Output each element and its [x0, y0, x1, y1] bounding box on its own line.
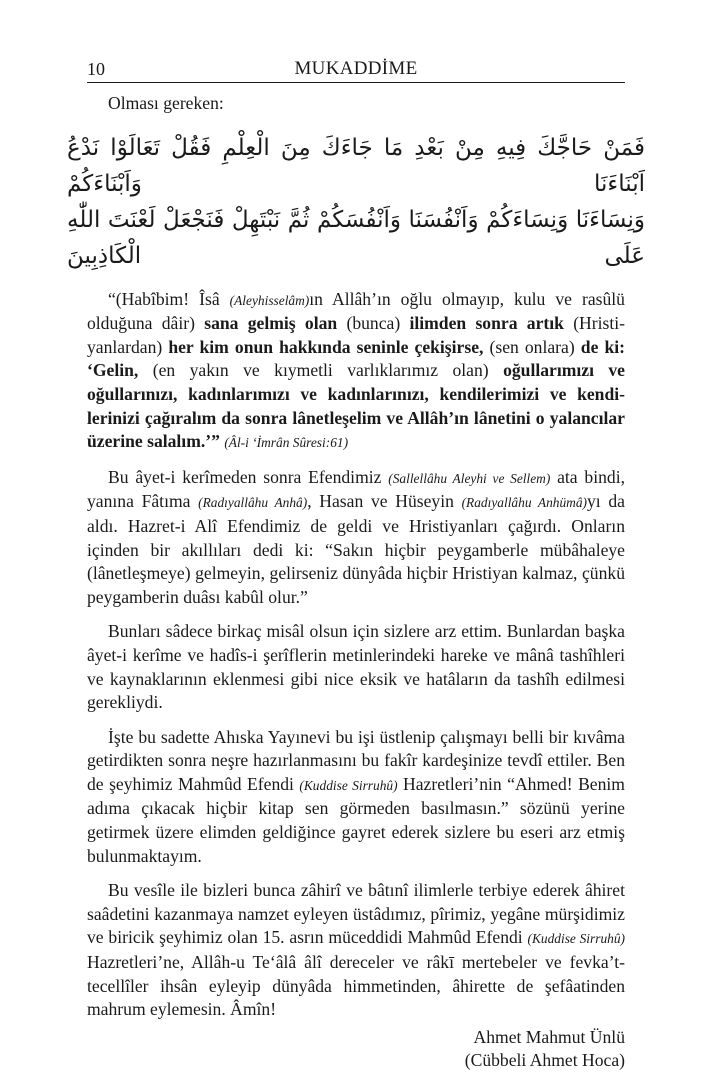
paragraph-text: , Hasan ve Hüseyin: [307, 491, 462, 512]
honorific: (Kuddise Sirruhû): [299, 777, 398, 793]
honorific: (Radıyallâhu Anhümâ): [461, 495, 587, 511]
page-body: [67, 92, 645, 1022]
paragraph-text: Hazretleri’ne, Allâh-u Te‘âlâ âlî dereceler ve râkī mertebeler ve fevka’t-tecellîler ihsân eyleyip dünyâda himmetinden, âhirette de şefâatinden mahrum eylemesin. Âmîn!: [87, 952, 625, 1020]
quote-text: ın Allâh’ın oğlu olmayıp, kulu ve rasûlü olduğuna dâir): [87, 288, 625, 334]
quote-text: “(Habîbim! Îsâ: [108, 288, 230, 309]
verse-translation: [87, 288, 625, 455]
running-header: [87, 58, 625, 83]
quote-bold-text: ilimden sonra artık: [409, 313, 574, 334]
signature-block: [87, 1026, 625, 1073]
page-number: 10: [87, 59, 105, 79]
paragraph-examples: Bunları sâdece birkaç misâl olsun için sizlere arz ettim. Bunlardan başka âyet-i kerîme ve hadîs-i şerîflerin metinlerindeki hareke ve mânâ tashîhleri ve kaynaklarının eklenmesi gibi nice eksik ve hatâların da tashîh edilmesi gerekliydi.: [87, 621, 625, 713]
honorific: (Kuddise Sirruhû): [527, 931, 625, 947]
paragraph-text: Bu âyet-i kerîmeden sonra Efendimiz: [108, 466, 389, 487]
author-name: Ahmet Mahmut Ünlü: [473, 1026, 625, 1047]
verse-citation: (Âl-i ‘İmrân Sûresi:61): [224, 435, 349, 451]
paragraph-text: Bu vesîle ile bizleri bunca zâhirî ve bâtınî ilimlerle terbiye ederek âhiret saâdetini kazanmaya namzet eyleyen üstâdımız, pîrimiz, yegâne mürşidimiz ve biricik şeyhimiz olan 15. asrın müceddidi Mahmûd Efendi: [87, 880, 625, 948]
quote-text: (bunca): [346, 313, 410, 334]
honorific: (Sallellâhu Aleyhi ve Sellem): [388, 470, 551, 486]
quote-bold-text: de ki: ‘Gelin,: [87, 336, 625, 381]
paragraph-text: Hazretleri’nin “Ahmed! Benim adıma çıkacak hiçbir kitap sen görmeden basılmasın.” sözünü yerine getirmek üzere elimden geldiğince gayret ederek sizlere bu eseri arz etmiş bulunmaktayım.: [87, 773, 625, 866]
arabic-verse: [67, 130, 645, 274]
paragraph-publisher: [87, 726, 625, 869]
paragraph-text: yı da aldı. Hazret-i Alî Efendimiz de geldi ve Hristiyanları çağırdı. Onların içinden bir akıllıları dedi ki: “Sakın hiçbir peygamberle mübâhaleye (lânetleşmeye) gelmeyin, gelirseniz dünyâda hiçbir Hristiyan kalmaz, çünkü peygamberin duâsı kabûl olur.”: [87, 491, 625, 607]
book-page: [67, 58, 645, 1073]
paragraph-prayer: [87, 879, 625, 1022]
quote-text: (Hristiyanlardan): [87, 313, 625, 357]
honorific: (Radıyallâhu Anhâ): [198, 495, 308, 511]
arabic-verse-line-1: فَمَنْ حَاجَّكَ فِيهِ مِنْ بَعْدِ مَا جَاءَكَ مِنَ الْعِلْمِ فَقُلْ تَعَالَوْا نَدْعُ اَبْنَاءَنَا وَاَبْنَاءَكُمْ: [67, 134, 645, 197]
quote-bold-text: oğullarımızı ve oğullarınızı, kadınlarımızı ve kadınlarınızı, kendilerimizi ve kendilerinizi çağıralım da sonra lânetleşelim ve Allâh’ın lânetini o yalancılar üzerine salalım.’”: [87, 360, 625, 452]
quote-text: (en yakın ve kıymetli varlıklarımız olan): [152, 360, 504, 381]
arabic-verse-line-2: وَنِسَاءَنَا وَنِسَاءَكُمْ وَاَنْفُسَنَا وَاَنْفُسَكُمْ ثُمَّ نَبْتَهِلْ فَنَجْعَلْ لَعْنَتَ اللّٰهِ عَلَى الْكَاذِبِينَ: [67, 206, 645, 269]
author-alias: (Cübbeli Ahmet Hoca): [464, 1050, 625, 1071]
paragraph-text: ata bindi, yanına Fâtıma: [87, 466, 625, 512]
chapter-title: MUKADDİME: [294, 58, 418, 79]
paragraph-text: İşte bu sadette Ahıska Yayınevi bu işi üstlenip çalışmayı belli bir kıvâma getirdikten sonra neşre hazırlanmasını bu fakîr kardeşinize tevdî ettiler. Ben de şeyhimiz Mahmûd Efendi: [87, 726, 625, 794]
quote-bold-text: sana gelmiş olan: [204, 313, 347, 334]
quote-bold-text: her kim onun hakkında seninle çekişirse,: [168, 336, 490, 357]
paragraph-mubahala: [87, 466, 625, 610]
intro-lead: Olması gereken:: [108, 93, 224, 113]
honorific: (Aleyhisselâm): [229, 292, 310, 308]
quote-text: (sen onlara): [489, 336, 581, 357]
